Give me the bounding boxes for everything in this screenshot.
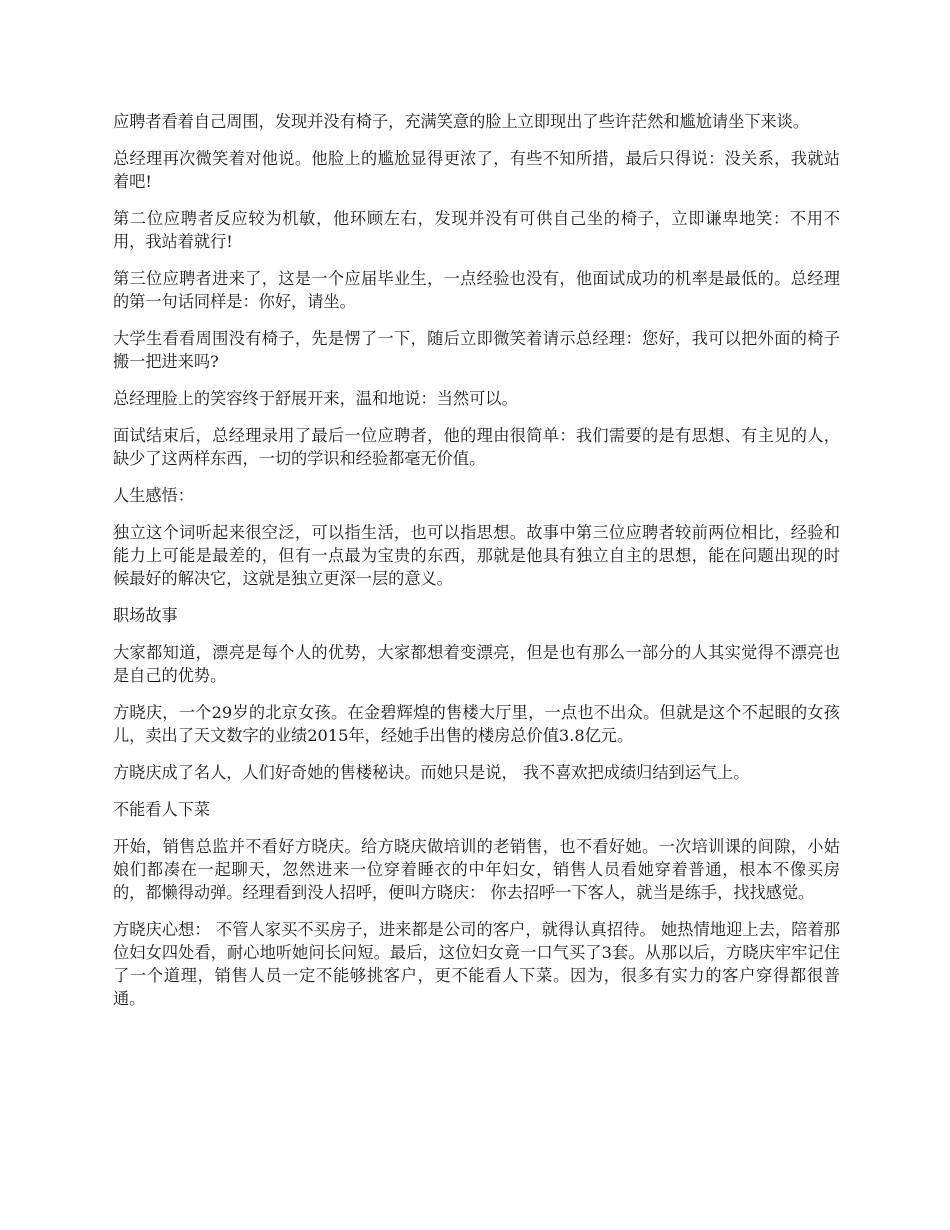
paragraph: 面试结束后，总经理录用了最后一位应聘者，他的理由很简单：我们需要的是有思想、有主见的人，缺少了这两样东西，一切的学识和经验都毫无价值。 [113, 426, 840, 468]
section-heading: 人生感悟： [113, 486, 194, 505]
paragraph: 大学生看看周围没有椅子，先是愣了一下，随后立即微笑着请示总经理：您好，我可以把外面的椅子搬一把进来吗? [113, 329, 840, 371]
document-body [113, 110, 840, 1024]
paragraph: 第二位应聘者反应较为机敏，他环顾左右，发现并没有可供自己坐的椅子，立即谦卑地笑：不用不用，我站着就行! [113, 209, 840, 251]
paragraph: 方晓庆，一个29岁的北京女孩。在金碧辉煌的售楼大厅里，一点也不出众。但就是这个不起眼的女孩儿，卖出了天文数字的业绩2015年，经她手出售的楼房总价值3.8亿元。 [113, 703, 840, 745]
paragraph: 总经理再次微笑着对他说。他脸上的尴尬显得更浓了，有些不知所措，最后只得说：没关系，我就站着吧! [113, 149, 840, 191]
paragraph: 总经理脸上的笑容终于舒展开来，温和地说：当然可以。 [113, 389, 518, 408]
paragraph: 第三位应聘者进来了，这是一个应届毕业生，一点经验也没有，他面试成功的机率是最低的。总经理的第一句话同样是：你好，请坐。 [113, 269, 840, 311]
section-heading: 不能看人下菜 [113, 800, 211, 819]
section-heading: 职场故事 [113, 606, 178, 625]
paragraph: 大家都知道，漂亮是每个人的优势，大家都想着变漂亮，但是也有那么一部分的人其实觉得不漂亮也是自己的优势。 [113, 643, 840, 685]
paragraph: 独立这个词听起来很空泛，可以指生活，也可以指思想。故事中第三位应聘者较前两位相比，经验和能力上可能是最差的，但有一点最为宝贵的东西，那就是他具有独立自主的思想，能在问题出现的时候最好的解决它，这就是独立更深一层的意义。 [113, 523, 840, 588]
paragraph: 开始，销售总监并不看好方晓庆。给方晓庆做培训的老销售，也不看好她。一次培训课的间隙，小姑娘们都凑在一起聊天，忽然进来一位穿着睡衣的中年妇女，销售人员看她穿着普通，根本不像买房的，都懒得动弹。经理看到没人招呼，便叫方晓庆： 你去招呼一下客人，就当是练手，找找感觉。 [113, 837, 840, 902]
paragraph: 应聘者看着自己周围，发现并没有椅子，充满笑意的脸上立即现出了些许茫然和尴尬请坐下来谈。 [113, 112, 810, 131]
paragraph: 方晓庆成了名人，人们好奇她的售楼秘诀。而她只是说， 我不喜欢把成绩归结到运气上。 [113, 763, 750, 782]
paragraph: 方晓庆心想： 不管人家买不买房子，进来都是公司的客户，就得认真招待。 她热情地迎上去，陪着那位妇女四处看，耐心地听她问长问短。最后，这位妇女竟一口气买了3套。从那以后，方晓庆牢牢记住了一个道理，销售人员一定不能够挑客户，更不能看人下菜。因为，很多有实力的客户穿得都很普通。 [113, 920, 840, 1008]
